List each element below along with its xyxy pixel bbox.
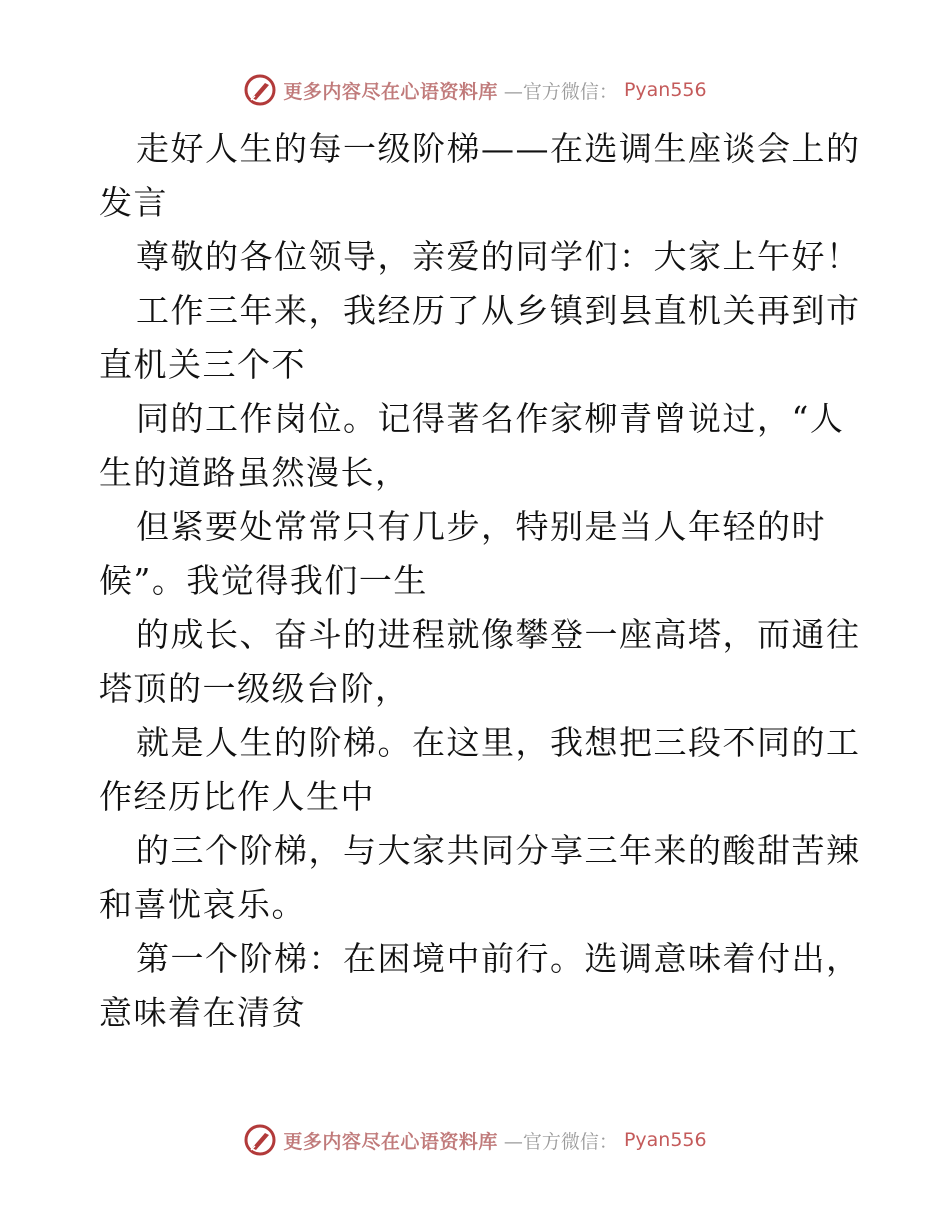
quill-circle-icon [243, 1123, 277, 1157]
text-line: 就是人生的阶梯。在这里，我想把三段不同的工 [136, 723, 861, 762]
header-banner[interactable] [0, 70, 950, 110]
text-line: 直机关三个不 [99, 345, 306, 384]
document-body [99, 122, 869, 1040]
banner-wechat-id: Pyan556 [623, 1129, 707, 1151]
banner-main-text: 更多内容尽在心语资料库 [283, 1130, 498, 1153]
banner-wechat-label: —官方微信： [503, 1130, 618, 1153]
banner-main-text: 更多内容尽在心语资料库 [283, 80, 498, 103]
banner-wechat-id: Pyan556 [623, 79, 707, 101]
text-line: 同的工作岗位。记得著名作家柳青曾说过，“人 [136, 399, 845, 438]
text-line: 作经历比作人生中 [99, 777, 375, 816]
footer-banner[interactable] [0, 1120, 950, 1160]
text-line: 塔顶的一级级台阶， [99, 669, 410, 708]
text-line: 生的道路虽然漫长， [99, 453, 410, 492]
text-line: 尊敬的各位领导，亲爱的同学们：大家上午好！ [136, 237, 861, 276]
quill-circle-icon [243, 73, 277, 107]
text-line: 候”。我觉得我们一生 [99, 561, 428, 600]
text-line: 走好人生的每一级阶梯——在选调生座谈会上的 [136, 129, 861, 168]
text-line: 但紧要处常常只有几步，特别是当人年轻的时 [136, 507, 826, 546]
text-line: 的成长、奋斗的进程就像攀登一座高塔，而通往 [136, 615, 861, 654]
banner-wechat-label: —官方微信： [503, 80, 618, 103]
text-line: 发言 [99, 183, 168, 222]
text-line: 的三个阶梯，与大家共同分享三年来的酸甜苦辣 [136, 831, 861, 870]
text-line: 和喜忧哀乐。 [99, 885, 306, 924]
text-line: 工作三年来，我经历了从乡镇到县直机关再到市 [136, 291, 861, 330]
text-line: 意味着在清贫 [99, 993, 306, 1032]
text-line: 第一个阶梯：在困境中前行。选调意味着付出， [136, 939, 861, 978]
